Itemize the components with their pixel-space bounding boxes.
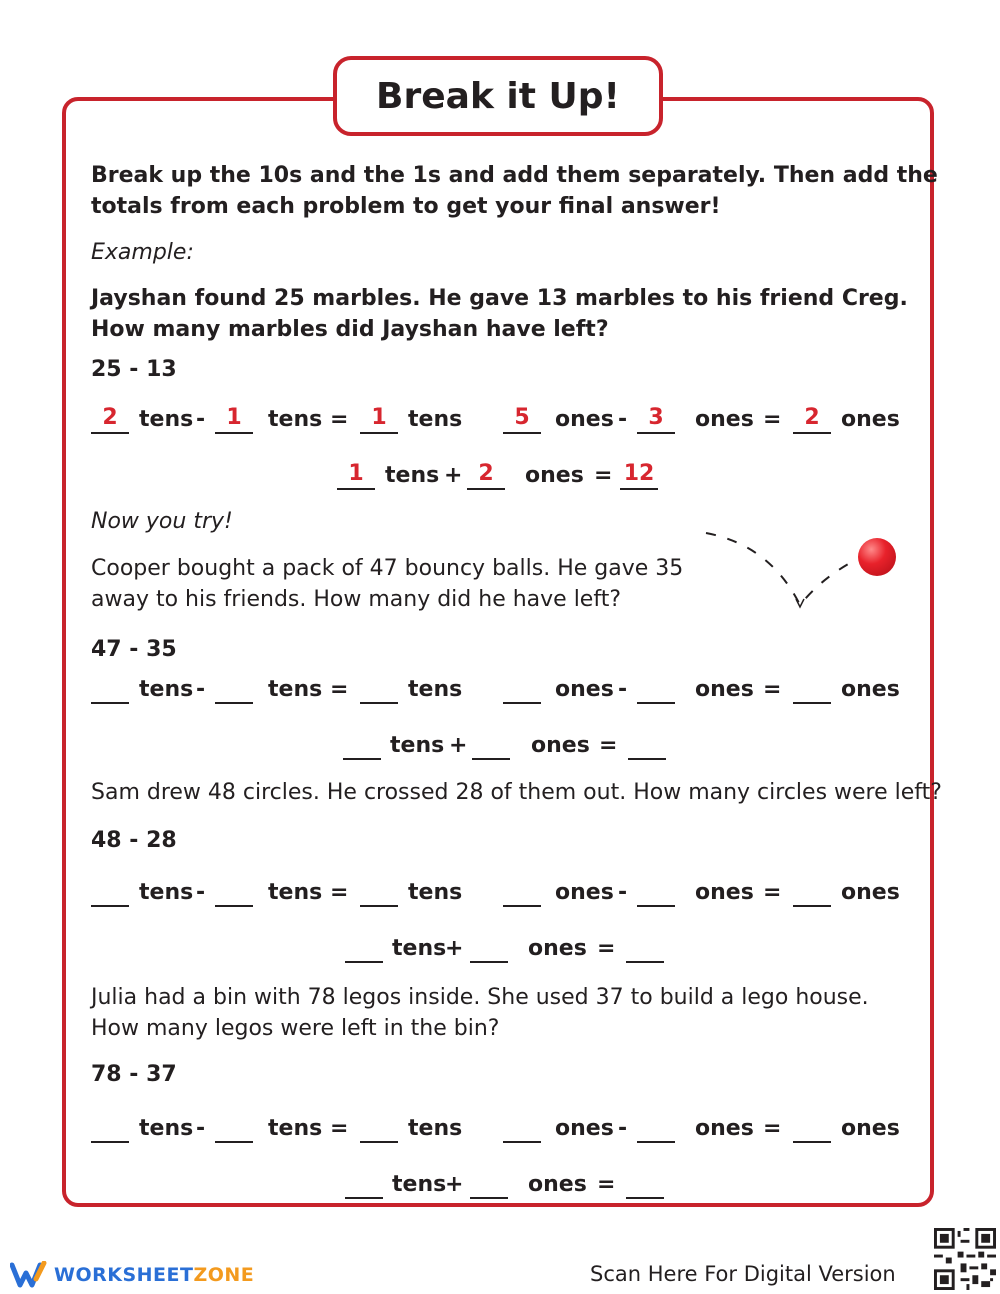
answer-blank: 2	[91, 406, 129, 434]
ones-word: ones	[841, 880, 900, 905]
answer-blank[interactable]	[637, 1115, 675, 1143]
ones-word: ones	[841, 1116, 900, 1141]
example-problem-line-1: Jayshan found 25 marbles. He gave 13 marbles to his friend Creg.	[91, 286, 908, 311]
answer-blank[interactable]	[360, 879, 398, 907]
ones-word: ones	[528, 1172, 587, 1197]
problem-3-sum-row	[0, 1171, 1000, 1205]
answer-blank[interactable]	[360, 676, 398, 704]
worksheetzone-logo[interactable]	[10, 1258, 254, 1292]
problem-2-text-line-1: Sam drew 48 circles. He crossed 28 of them out. How many circles were left?	[91, 780, 942, 805]
ones-word: ones	[695, 880, 754, 905]
answer-blank[interactable]	[503, 676, 541, 704]
problem-2-equation: 48 - 28	[91, 828, 177, 853]
minus-sign: -	[196, 677, 206, 702]
tens-word: tens	[408, 880, 463, 905]
minus-sign: -	[196, 1116, 206, 1141]
problem-3-text-line-1: Julia had a bin with 78 legos inside. She used 37 to build a lego house.	[91, 985, 869, 1010]
answer-blank[interactable]	[345, 1171, 383, 1199]
answer-blank[interactable]	[503, 1115, 541, 1143]
problem-2-tens-ones-row	[0, 879, 1000, 913]
ones-word: ones	[695, 677, 754, 702]
equals-sign: =	[330, 880, 349, 905]
ones-word: ones	[695, 1116, 754, 1141]
equals-sign: =	[599, 733, 618, 758]
tens-word: tens	[268, 677, 323, 702]
problem-3-equation: 78 - 37	[91, 1062, 177, 1087]
plus-sign: +	[444, 463, 463, 488]
answer-blank[interactable]	[91, 676, 129, 704]
minus-sign: -	[618, 407, 628, 432]
brand-name-b: ZONE	[193, 1264, 255, 1286]
answer-blank[interactable]	[345, 935, 383, 963]
answer-blank[interactable]	[793, 676, 831, 704]
ones-word: ones	[528, 936, 587, 961]
ones-word: ones	[695, 407, 754, 432]
brand-name-a: WORKSHEET	[54, 1264, 194, 1286]
minus-sign: -	[618, 880, 628, 905]
equals-sign: =	[330, 677, 349, 702]
answer-blank[interactable]	[472, 732, 510, 760]
answer-blank[interactable]	[503, 879, 541, 907]
minus-sign: -	[196, 880, 206, 905]
problem-3-tens-ones-row	[0, 1115, 1000, 1149]
answer-blank[interactable]	[626, 935, 664, 963]
plus-sign: +	[445, 1172, 464, 1197]
example-equation: 25 - 13	[91, 357, 177, 382]
minus-sign: -	[196, 407, 206, 432]
answer-blank[interactable]	[470, 935, 508, 963]
answer-blank[interactable]	[628, 732, 666, 760]
tens-word: tens	[139, 1116, 194, 1141]
ones-word: ones	[841, 677, 900, 702]
tens-word: tens	[408, 677, 463, 702]
equals-sign: =	[594, 463, 613, 488]
answer-blank: 2	[467, 462, 505, 490]
answer-blank[interactable]	[215, 676, 253, 704]
ones-word: ones	[531, 733, 590, 758]
answer-blank[interactable]	[343, 732, 381, 760]
tens-word: tens	[385, 463, 440, 488]
answer-blank[interactable]	[91, 1115, 129, 1143]
ball-path-icon	[700, 525, 860, 615]
tens-word: tens	[390, 733, 445, 758]
answer-blank[interactable]	[793, 879, 831, 907]
equals-sign: =	[330, 1116, 349, 1141]
tens-word: tens	[392, 936, 447, 961]
example-tens-ones-row	[0, 406, 1000, 440]
plus-sign: +	[445, 936, 464, 961]
tens-word: tens	[139, 880, 194, 905]
minus-sign: -	[618, 677, 628, 702]
ones-word: ones	[555, 1116, 614, 1141]
equals-sign: =	[597, 936, 616, 961]
equals-sign: =	[597, 1172, 616, 1197]
instructions-line-2: totals from each problem to get your final answer!	[91, 194, 721, 219]
problem-1-tens-ones-row	[0, 676, 1000, 710]
answer-blank[interactable]	[360, 1115, 398, 1143]
answer-blank: 3	[637, 406, 675, 434]
answer-blank[interactable]	[91, 879, 129, 907]
problem-1-text-line-1: Cooper bought a pack of 47 bouncy balls. He gave 35	[91, 556, 684, 581]
ones-word: ones	[841, 407, 900, 432]
answer-blank: 2	[793, 406, 831, 434]
ones-word: ones	[555, 880, 614, 905]
equals-sign: =	[763, 1116, 782, 1141]
bouncy-ball-icon	[858, 538, 896, 576]
page-title: Break it Up!	[376, 75, 620, 117]
answer-blank[interactable]	[626, 1171, 664, 1199]
problem-1-sum-row	[0, 732, 1000, 766]
title-box	[333, 56, 663, 136]
answer-blank[interactable]	[637, 879, 675, 907]
problem-1-text-line-2: away to his friends. How many did he have left?	[91, 587, 621, 612]
answer-blank[interactable]	[215, 879, 253, 907]
tens-word: tens	[392, 1172, 447, 1197]
tens-word: tens	[268, 407, 323, 432]
example-label: Example:	[91, 240, 194, 265]
answer-blank: 1	[337, 462, 375, 490]
problem-1-equation: 47 - 35	[91, 637, 177, 662]
answer-blank: 1	[360, 406, 398, 434]
ones-word: ones	[555, 407, 614, 432]
problem-2-sum-row	[0, 935, 1000, 969]
ones-word: ones	[555, 677, 614, 702]
equals-sign: =	[330, 407, 349, 432]
tens-word: tens	[408, 1116, 463, 1141]
tens-word: tens	[139, 407, 194, 432]
plus-sign: +	[449, 733, 468, 758]
example-sum-row	[0, 462, 1000, 496]
answer-blank[interactable]	[793, 1115, 831, 1143]
tens-word: tens	[408, 407, 463, 432]
tens-word: tens	[268, 1116, 323, 1141]
answer-blank: 5	[503, 406, 541, 434]
now-you-try-label: Now you try!	[91, 509, 233, 534]
ones-word: ones	[525, 463, 584, 488]
example-problem-line-2: How many marbles did Jayshan have left?	[91, 317, 609, 342]
answer-blank: 12	[620, 462, 658, 490]
logo-w-icon	[10, 1261, 48, 1289]
scan-text: Scan Here For Digital Version	[590, 1262, 896, 1286]
instructions-line-1: Break up the 10s and the 1s and add them separately. Then add the	[91, 163, 938, 188]
qr-code-icon[interactable]	[934, 1228, 996, 1290]
problem-3-text-line-2: How many legos were left in the bin?	[91, 1016, 500, 1041]
tens-word: tens	[268, 880, 323, 905]
equals-sign: =	[763, 677, 782, 702]
answer-blank[interactable]	[470, 1171, 508, 1199]
equals-sign: =	[763, 407, 782, 432]
answer-blank[interactable]	[215, 1115, 253, 1143]
minus-sign: -	[618, 1116, 628, 1141]
equals-sign: =	[763, 880, 782, 905]
answer-blank[interactable]	[637, 676, 675, 704]
tens-word: tens	[139, 677, 194, 702]
answer-blank: 1	[215, 406, 253, 434]
